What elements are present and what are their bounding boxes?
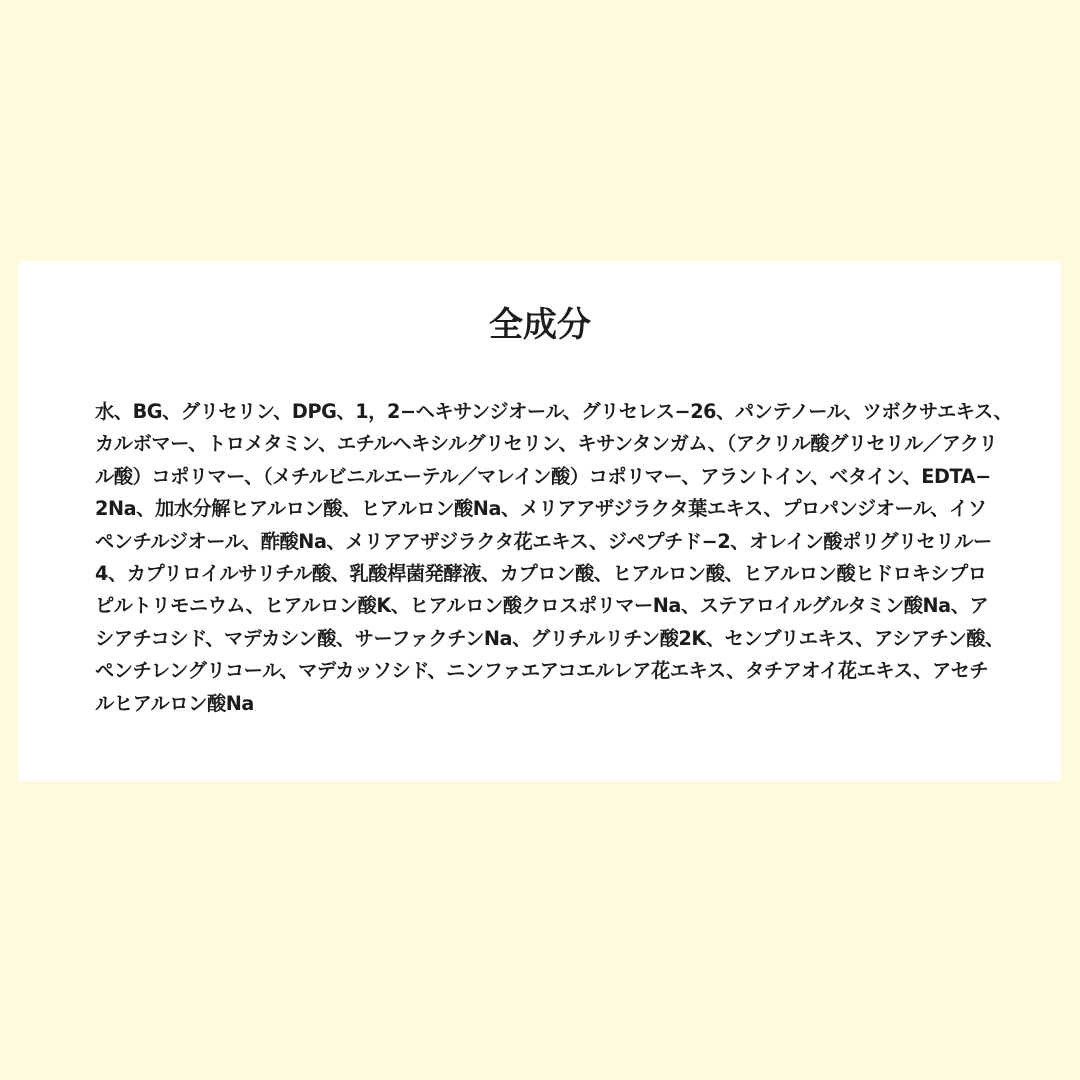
ingredient-line: ルヒアルロン酸Na	[95, 691, 254, 715]
ingredient-line: 2Na、加水分解ヒアルロン酸、ヒアルロン酸Na、メリアアザジラクタ葉エキス、プロパンジオール、イソ	[95, 497, 987, 521]
ingredient-line: 水、BG、グリセリン、DPG、1，2−ヘキサンジオール、グリセレス−26、パンテノール、ツボクサエキス、	[95, 400, 1013, 423]
ingredient-line: カルボマー、トロメタミン、エチルヘキシルグリセリン、キサンタンガム、（アクリル酸グリセリル／アクリ	[95, 432, 998, 456]
ingredient-line: ル酸）コポリマー、（メチルビニルエーテル／マレイン酸）コポリマー、アラントイン、ベタイン、EDTA−	[95, 464, 991, 488]
ingredient-line: 4、カプリロイルサリチル酸、乳酸桿菌発酵液、カプロン酸、ヒアルロン酸、ヒアルロン酸ヒドロキシプロ	[95, 562, 987, 586]
ingredient-line: ペンチレングリコール、マデカッソシド、ニンファエアコエルレア花エキス、タチアオイ花エキス、アセチ	[95, 659, 989, 683]
ingredient-line: ピルトリモニウム、ヒアルロン酸K、ヒアルロン酸クロスポリマーNa、ステアロイルグルタミン酸Na、ア	[95, 594, 989, 618]
page-title: 全成分	[489, 305, 591, 345]
ingredients-list	[95, 396, 1013, 720]
ingredient-line: ペンチルジオール、酢酸Na、メリアアザジラクタ花エキス、ジペプチド−2、オレイン酸ポリグリセリルー	[95, 529, 992, 553]
ingredient-line: シアチコシド、マデカシン酸、サーファクチンNa、グリチルリチン酸2K、センブリエキス、アシアチン酸、	[95, 626, 1004, 650]
